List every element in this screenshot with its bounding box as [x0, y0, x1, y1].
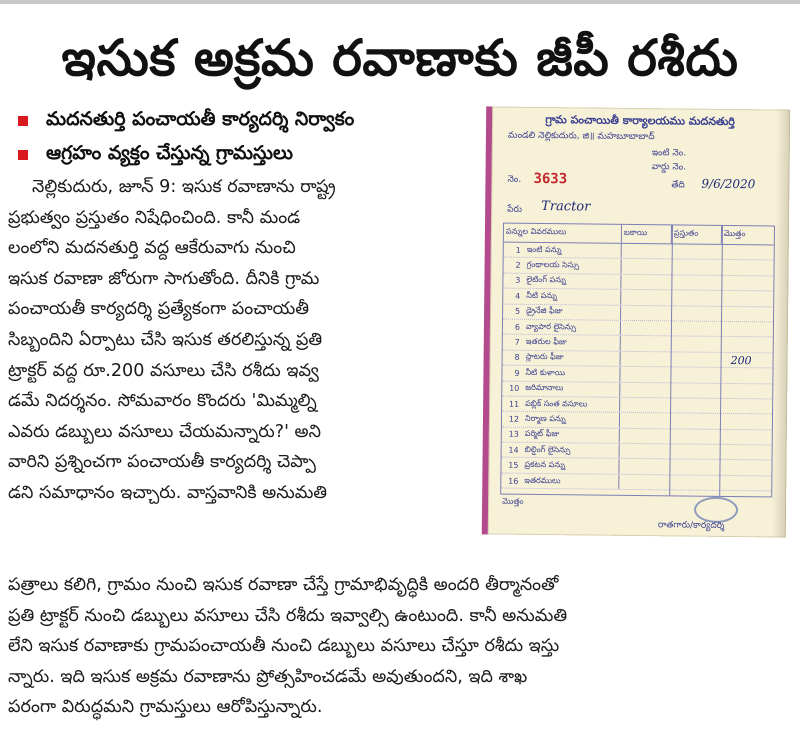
receipt-row-name: వ్యాపార లైసెన్సు — [523, 320, 621, 335]
subheading-bullets — [18, 104, 468, 172]
receipt-row-number: 1 — [515, 245, 521, 255]
receipt-ward-label: వార్డు నెం. — [651, 162, 687, 173]
article-line: సిబ్బందిని ఏర్పాటు చేసి ఇసుక తరలిస్తున్న ప్రతి — [8, 329, 323, 350]
receipt-row-number: 2 — [515, 260, 521, 270]
receipt-row-name: డ్రైనేజి ఫీజు — [523, 304, 621, 319]
article-line: డని సమాధానం ఇచ్చారు. వాస్తవానికి అనుమతి — [8, 482, 328, 503]
article-line: పంచాయతీ కార్యదర్శి ప్రత్యేకంగా పంచాయతీ — [8, 299, 309, 320]
receipt-row-number: 9 — [514, 368, 520, 378]
col-header: బకాయి — [622, 225, 672, 244]
receipt-row-number: 6 — [514, 322, 520, 332]
article-line: పత్రాలు కలిగి, గ్రామం నుంచి ఇసుక రవాణా చేస్తే గ్రామాభివృద్ధికి అందరి తీర్మానంతో — [8, 575, 559, 595]
receipt-rows — [501, 243, 774, 492]
receipt-date-label: తేది — [671, 180, 685, 191]
bullet-item — [18, 104, 468, 138]
receipt-row-number: 16 — [508, 476, 519, 486]
red-square-bullet-icon — [18, 150, 28, 160]
receipt-row-number: 5 — [514, 306, 521, 317]
receipt-row-name: ఇంటి పన్ను — [524, 243, 622, 258]
article-line: న్నారు. ఇది ఇసుక అక్రమ రవాణాను ప్రోత్సహించడమే అవుతుందని, ఇది శాఖ — [8, 666, 528, 687]
article-line: ప్రభుత్వం ప్రస్తుతం నిషేధించింది. కానీ మండ — [8, 207, 301, 228]
receipt-amount: 200 — [730, 353, 752, 368]
receipt-row-name: స్లాటరు ఫీజు — [523, 351, 621, 366]
receipt-row-name: బిల్డింగ్ లైసెన్సు — [522, 443, 620, 458]
receipt-row-name: లైటింగ్ పన్ను — [523, 274, 621, 289]
receipt-name-label: పేరు — [507, 204, 523, 215]
receipt-row-number: 12 — [508, 414, 520, 424]
receipt-row-number: 13 — [508, 430, 519, 440]
receipt-house-label: ఇంటి నెం. — [651, 148, 687, 159]
article-line: డమే నిదర్శనం. సోమవారం కొందరు 'మిమ్మల్ని — [8, 391, 317, 412]
receipt-row-number: 7 — [514, 337, 520, 347]
receipt-content — [498, 113, 778, 532]
article-line: ఎవరు డబ్బులు వసూలు చేయమన్నారు?' అని — [8, 421, 321, 442]
top-rule — [0, 0, 800, 4]
article-line: లేని ఇసుక రవాణాకు గ్రామపంచాయతీ నుంచి డబ్బులు వసూలు చేస్తూ రశీదు ఇస్తు — [8, 636, 560, 657]
receipt-row-number: 4 — [515, 291, 521, 301]
receipt-row-number: 8 — [514, 353, 520, 363]
receipt-row-name: గ్రంథాలయ సెస్సు — [524, 258, 622, 273]
receipt-sign-label: రాతగారు/కార్యదర్శి — [657, 520, 725, 531]
receipt-subtitle: మండలి నెల్లికుదురు, జి॥ మహబూబాబాద్ — [507, 130, 655, 143]
article-body-wide — [8, 570, 788, 723]
article-line: నెల్లికుదురు, జూన్ 9: ఇసుక రవాణాను రాష్ట్ర — [32, 177, 336, 197]
receipt-row-number: 11 — [508, 399, 520, 409]
headline: ఇసుక అక్రమ రవాణాకు జీపీ రశీదు — [61, 29, 739, 87]
receipt-no-label: నెం. — [507, 174, 522, 185]
bullet-text: మదనతుర్తి పంచాయతీ కార్యదర్శి నిర్వాకం — [46, 107, 355, 130]
receipt-row-number: 14 — [508, 445, 519, 455]
signature-mark-icon — [694, 497, 738, 523]
receipt-name-value: Tractor — [541, 199, 591, 215]
red-square-bullet-icon — [18, 116, 28, 126]
receipt-table — [500, 223, 775, 498]
receipt-row-name: ఇతరుల ఫీజు — [523, 335, 621, 350]
article-line: లంలోని మదనతుర్తి వద్ద ఆకేరువాగు నుంచి — [8, 238, 296, 259]
receipt-total-label: మొత్తం — [502, 496, 524, 506]
article-line: పరంగా విరుద్ధమని గ్రామస్తులు ఆరోపిస్తున్నారు. — [8, 697, 323, 718]
col-header: ప్రస్తుతం — [672, 225, 722, 244]
article-line: ఇసుక రవాణా జోరుగా సాగుతోంది. దీనికి గ్రామ — [8, 268, 320, 289]
article-line: ట్రాక్టర్ వద్ద రూ.200 వసూలు చేసి రశీదు ఇవ్వ — [8, 360, 319, 381]
col-header: మొత్తం — [723, 228, 746, 239]
receipt-number: 3633 — [533, 170, 568, 188]
bullet-text: ఆగ్రహం వ్యక్తం చేస్తున్న గ్రామస్తులు — [46, 141, 293, 164]
article-body-narrow — [8, 172, 472, 509]
receipt-table-row — [501, 473, 771, 491]
receipt-row-name: నీటి పన్ను — [523, 289, 621, 304]
receipt-row-name: నీటి కుళాయి — [522, 366, 620, 381]
col-header: పన్నుల వివరములు — [504, 224, 622, 243]
receipt-row-name: పబ్లిక్ సంత వసూలు — [522, 397, 620, 412]
receipt-row-name: ప్రకటన పన్ను — [521, 458, 619, 473]
receipt-row-number: 3 — [515, 276, 521, 286]
receipt-row-number: 15 — [508, 460, 519, 470]
article-line: వారిని ప్రశ్నించగా పంచాయతీ కార్యదర్శి చెప్పా — [8, 452, 316, 473]
receipt-row-name: ఇతరములు — [521, 474, 619, 489]
article-line: ప్రతి ట్రాక్టర్ నుంచి డబ్బులు వసూలు చేసి రశీదు ఇవ్వాల్సి ఉంటుంది. కానీ అనుమతి — [8, 605, 568, 626]
receipt-row-name: నిర్మాణ పన్ను — [522, 412, 620, 427]
receipt-date-value: 9/6/2020 — [701, 176, 756, 192]
receipt-row-number: 10 — [509, 383, 520, 393]
receipt-row-name: జరిమానాలు — [522, 381, 620, 396]
receipt-title: గ్రామ పంచాయితీ కార్యాలయము మదనతుర్తి — [545, 113, 735, 129]
bullet-item — [18, 138, 468, 172]
receipt-row-name: పర్మిట్ ఫీజు — [522, 427, 620, 442]
receipt-photo — [482, 106, 790, 537]
